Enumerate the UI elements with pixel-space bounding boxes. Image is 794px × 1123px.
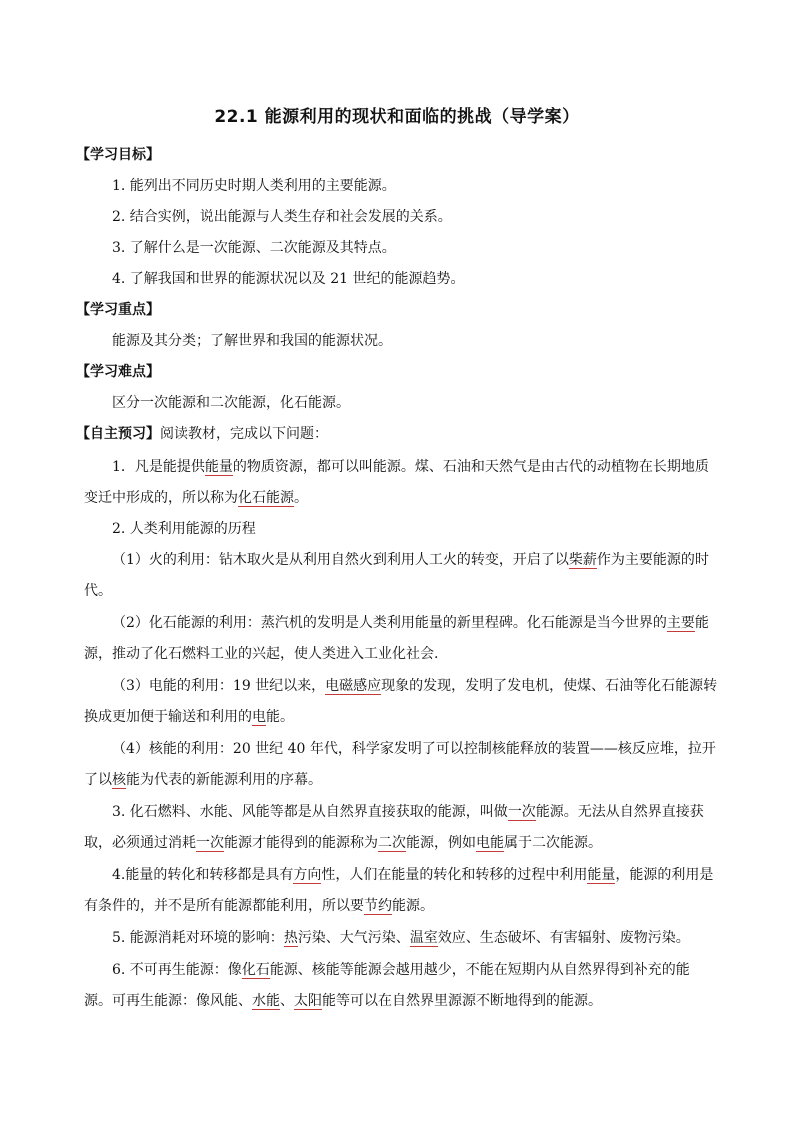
p5-text-a: 5. 能源消耗对环境的影响： [112, 930, 284, 946]
preview-heading-line [76, 424, 328, 444]
p2d-text-b: 了以 [84, 772, 112, 788]
p6-text-b: 能源、核能等能源会越用越少，不能在短期内从自然界得到补充的能 [269, 962, 690, 978]
focus-text: 能源及其分类；了解世界和我国的能源状况。 [112, 333, 392, 349]
p5-blank-1: 热 [283, 930, 298, 946]
p2a-line2: 代。 [84, 583, 112, 599]
p2-heading: 2. 人类利用能源的历程 [112, 521, 256, 537]
p2d-line2 [84, 770, 322, 790]
page-title: 22.1 能源利用的现状和面临的挑战（导学案） [214, 107, 580, 127]
p4-text-a: 4.能量的转化和转移都是具有 [112, 867, 294, 883]
p2c-text-b: 现象的发现，发明了发电机，使煤、石油等化石能源转 [381, 678, 718, 694]
p2a-text-a: （1）火的利用：钻木取火是从利用自然火到利用人工火的转变，开启了以 [112, 552, 569, 568]
p1-blank-1: 能量 [204, 459, 233, 475]
p4-text-e: 能源。 [392, 898, 434, 914]
p4-text-c: ，能源的利用是 [615, 867, 714, 883]
goal-item-4: 4. 了解我国和世界的能源状况以及 21 世纪的能源趋势。 [112, 271, 465, 287]
p2d-blank-1: 核 [112, 772, 126, 788]
p3-text-a: 3. 化石燃料、水能、风能等都是从自然界直接获取的能源，叫做 [112, 804, 508, 820]
preview-heading: 【自主预习】 [76, 426, 160, 442]
p6-blank-1: 化石 [241, 962, 270, 978]
p1-line2 [84, 488, 308, 508]
p3-blank-3: 二次 [378, 835, 406, 851]
p2d-line1: （4）核能的利用：20 世纪 40 年代，科学家发明了可以控制核能释放的装置——核反应堆，拉开 [112, 741, 716, 757]
p3-blank-2: 一次 [196, 835, 224, 851]
p4-text-d: 有条件的，并不是所有能源都能利用，所以要 [84, 898, 364, 914]
p3-text-e: 能源，例如 [406, 835, 476, 851]
p4-blank-1: 方向 [293, 867, 322, 883]
p3-line2 [84, 833, 602, 853]
p6-text-c: 源。可再生能源：像风能、 [84, 993, 252, 1009]
difficulty-heading: 【学习难点】 [76, 364, 160, 380]
p5-text-b: 污染、大气污染、 [297, 930, 410, 946]
p2b-line1 [112, 613, 709, 633]
p3-text-f: 属于二次能源。 [504, 835, 602, 851]
p2b-line2: 源，推动了化石燃料工业的兴起，使人类进入工业化社会. [84, 646, 439, 662]
preview-intro: 阅读教材，完成以下问题： [160, 426, 328, 442]
p6-blank-2: 水能 [252, 993, 280, 1009]
p3-line1 [112, 802, 704, 822]
p1-line1 [112, 457, 709, 477]
p2c-text-a: （3）电能的利用：19 世纪以来， [112, 678, 326, 694]
goals-heading: 【学习目标】 [76, 147, 160, 163]
p2c-blank-2: 电 [252, 709, 266, 725]
p6-text-e: 能等可以在自然界里源源不断地得到的能源。 [322, 993, 602, 1009]
p6-text-a: 6. 不可再生能源：像 [112, 962, 242, 978]
p1-text-b: 的物质资源，都可以叫能源。煤、石油和天然气是由古代的动植物在长期地质 [232, 459, 709, 475]
goal-item-1: 1. 能列出不同历史时期人类利用的主要能源。 [112, 178, 396, 194]
p2c-text-c: 换成更加便于输送和利用的 [84, 709, 252, 725]
p3-text-d: 能源才能得到的能源称为 [224, 835, 378, 851]
p2b-text-b: 能 [694, 615, 709, 631]
goal-item-2: 2. 结合实例，说出能源与人类生存和社会发展的关系。 [112, 209, 452, 225]
p3-text-c: 取，必须通过消耗 [84, 835, 196, 851]
p2a-blank-1: 柴薪 [568, 552, 597, 568]
p5-blank-2: 温室 [409, 930, 438, 946]
p5-line1 [112, 928, 690, 948]
focus-heading: 【学习重点】 [76, 302, 160, 318]
p6-line1 [112, 960, 690, 980]
p2c-line2 [84, 707, 294, 727]
p2a-text-b: 作为主要能源的时 [596, 552, 709, 568]
p1-text-c: 变迁中形成的，所以称为 [84, 490, 238, 506]
p4-line1 [112, 865, 713, 885]
p6-line2 [84, 991, 602, 1011]
p2c-line1 [112, 676, 717, 696]
p4-blank-3: 节约 [364, 898, 392, 914]
p1-text-a: 1．凡是能提供 [112, 459, 205, 475]
difficulty-text: 区分一次能源和二次能源，化石能源。 [112, 395, 350, 411]
p6-blank-3: 太阳 [294, 993, 322, 1009]
p2b-text-a: （2）化石能源的利用：蒸汽机的发明是人类利用能量的新里程碑。化石能源是当今世界的 [112, 615, 667, 631]
p2d-text-c: 能为代表的新能源利用的序幕。 [126, 772, 322, 788]
p5-text-c: 效应、生态破坏、有害辐射、废物污染。 [437, 930, 690, 946]
p4-blank-2: 能量 [587, 867, 616, 883]
p2a-line1 [112, 550, 709, 570]
p6-text-d: 、 [280, 993, 294, 1009]
p1-blank-2: 化石能源 [238, 490, 294, 506]
p1-text-d: 。 [294, 490, 308, 506]
p4-text-b: 性，人们在能量的转化和转移的过程中利用 [321, 867, 588, 883]
p3-text-b: 能源。无法从自然界直接获 [535, 804, 704, 820]
p2c-text-d: 能。 [266, 709, 294, 725]
p2b-blank-1: 主要 [666, 615, 695, 631]
p3-blank-1: 一次 [507, 804, 536, 820]
p3-blank-4: 电能 [476, 835, 504, 851]
goal-item-3: 3. 了解什么是一次能源、二次能源及其特点。 [112, 240, 396, 256]
p4-line2 [84, 896, 434, 916]
p2c-blank-1: 电磁感应 [325, 678, 382, 694]
